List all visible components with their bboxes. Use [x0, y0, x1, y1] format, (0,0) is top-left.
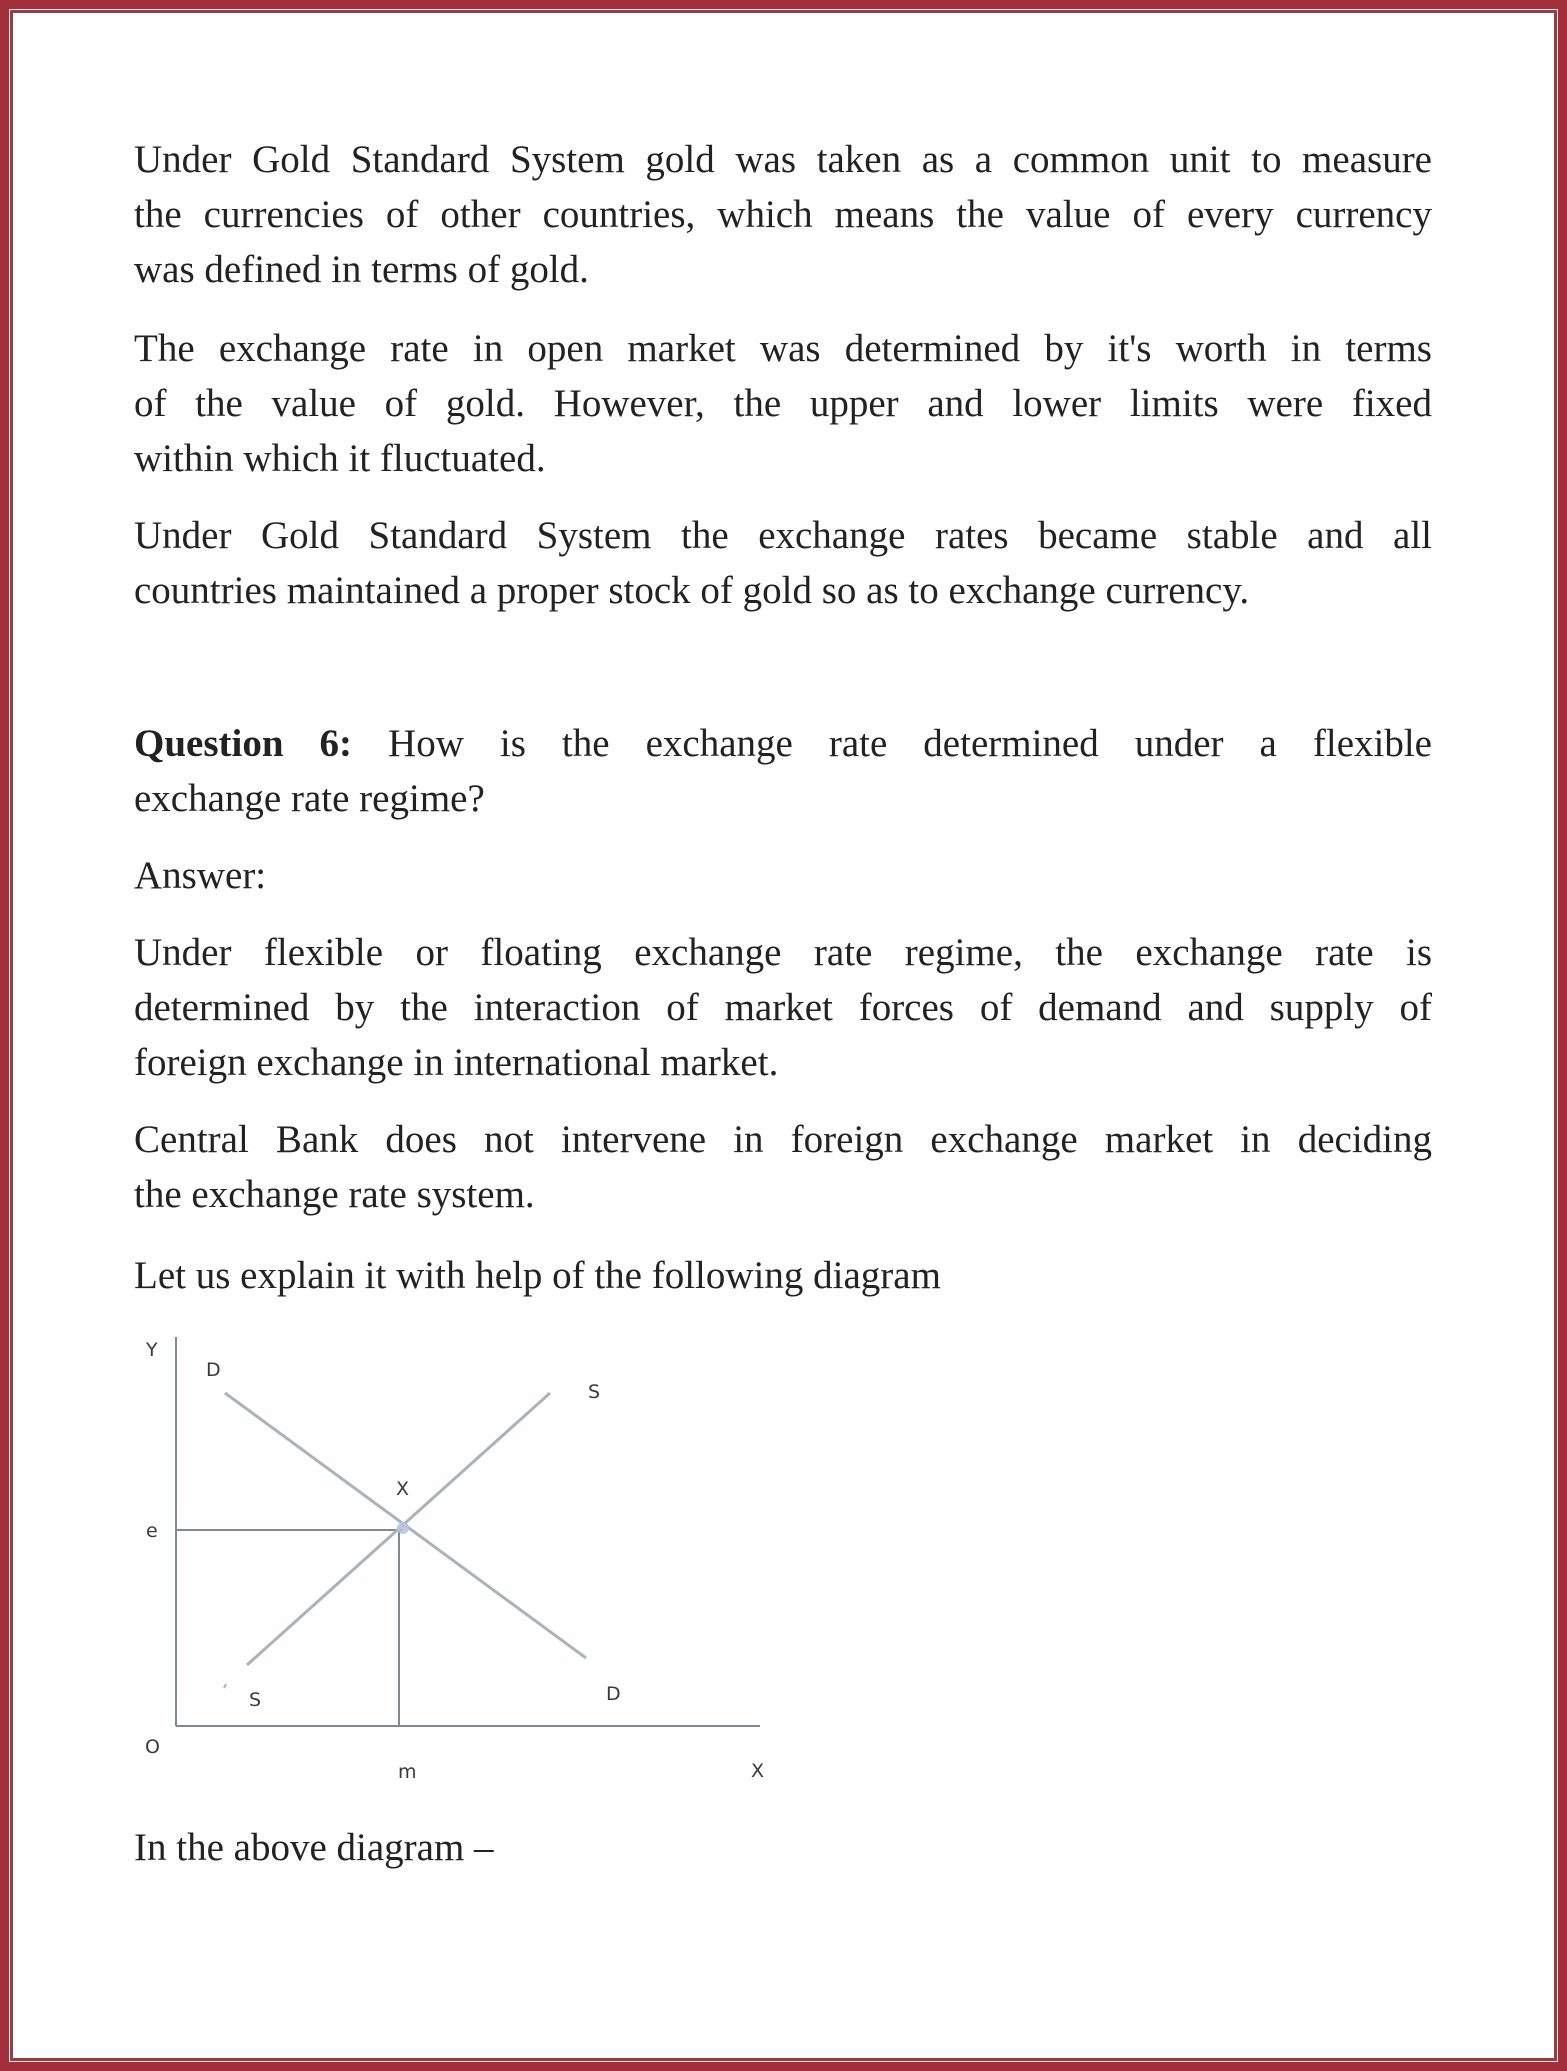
supply-top-label: S	[588, 1381, 601, 1403]
answer-central-bank-line: the exchange rate system.	[134, 1173, 535, 1216]
answer-label: Answer:	[134, 854, 267, 897]
paragraph-gold-definition-line: Under Gold Standard System gold was taken as a common unit to measure	[134, 138, 1432, 181]
origin-label: O	[145, 1736, 160, 1758]
supply-bottom-label: S	[249, 1689, 262, 1711]
demand-top-label: D	[206, 1359, 221, 1381]
equilibrium-rate-label: e	[146, 1520, 158, 1542]
question-label: Question 6:	[134, 722, 353, 765]
question-text-line2: exchange rate regime?	[134, 777, 485, 820]
paragraph-gold-stability-line: Under Gold Standard System the exchange rates became stable and all	[134, 514, 1432, 557]
demand-bottom-label: D	[606, 1683, 621, 1705]
paragraph-gold-exchange-line: The exchange rate in open market was determined by it's worth in terms	[134, 327, 1432, 370]
paragraph-gold-definition-line: was defined in terms of gold.	[134, 248, 589, 291]
answer-flexible-line: Under flexible or floating exchange rate regime, the exchange rate is	[134, 931, 1432, 974]
y-axis-label: Y	[146, 1339, 158, 1361]
question-text: How is the exchange rate determined under a flexible	[352, 722, 1432, 765]
paragraph-gold-exchange-line: within which it fluctuated.	[134, 437, 546, 480]
equilibrium-point-marker	[397, 1522, 409, 1534]
answer-flexible-line: foreign exchange in international market.	[134, 1041, 779, 1084]
closing-line: In the above diagram –	[134, 1826, 494, 1869]
answer-central-bank-line: Central Bank does not intervene in foreign exchange market in deciding	[134, 1118, 1432, 1161]
diagram-intro-line: Let us explain it with help of the following diagram	[134, 1254, 941, 1297]
paragraph-gold-stability-line: countries maintained a proper stock of gold so as to exchange currency.	[134, 569, 1250, 612]
equilibrium-point-label: X	[396, 1478, 410, 1500]
supply-tick-mark	[224, 1684, 226, 1688]
answer-flexible-line: determined by the interaction of market forces of demand and supply of	[134, 986, 1432, 1029]
paragraph-gold-definition-line: the currencies of other countries, which means the value of every currency	[134, 193, 1432, 236]
paragraph-gold-exchange-line: of the value of gold. However, the upper and lower limits were fixed	[134, 382, 1432, 425]
equilibrium-quantity-label: m	[398, 1761, 417, 1783]
x-axis-label: X	[751, 1760, 765, 1782]
